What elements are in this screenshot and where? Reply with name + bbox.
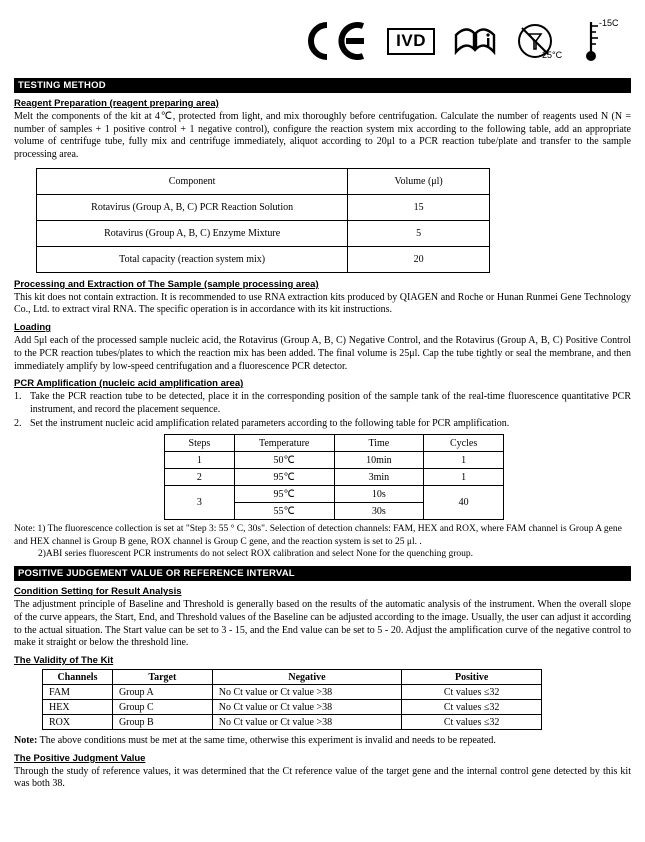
step-number: 1.: [14, 391, 22, 403]
note2-text: 2)ABI series fluorescent PCR instruments do not select ROX calibration and select None for the quenching group.: [38, 548, 474, 559]
subheading-validity-of-kit: The Validity of The Kit: [14, 655, 114, 667]
th-component: Component: [37, 168, 348, 194]
table-row: [165, 469, 504, 486]
table-header-row: [37, 168, 490, 194]
cell-cycles: 1: [424, 469, 504, 486]
table-row: [37, 246, 490, 272]
note1-label: Note: 1): [14, 524, 46, 535]
cell-negative: No Ct value or Ct value >38: [212, 715, 402, 730]
th-channels: Channels: [43, 670, 113, 685]
positive-judgment-value-text: Through the study of reference values, it was determined that the Ct reference value of the target gene and the internal control gene detected by this kit was both 38.: [14, 765, 631, 790]
cell-time: 10s: [334, 486, 424, 503]
step-text: Set the instrument nucleic acid amplification related parameters according to the following table for PCR amplification.: [30, 417, 510, 429]
subheading-pcr-amplification: PCR Amplification (nucleic acid amplification area): [14, 378, 244, 390]
condition-setting-text: The adjustment principle of Baseline and Threshold is generally based on the results of the automatic analysis of the instrument. When the overall slope of the curve appears, the Start, End, and Threshold values of the Baseline can be adjusted according to the image. Usually, the user can adjust it according to the actual situation. The Start value can be set to 3 - 15, and the End value can be set to 5 - 20. Adjust the amplification curve of the negative control to make it straight or below the threshold line.: [14, 599, 631, 649]
cell-channel: HEX: [43, 700, 113, 715]
th-time: Time: [334, 435, 424, 452]
storage-temperature-icon: [539, 18, 619, 64]
cell-step: 2: [165, 469, 235, 486]
cell-positive: Ct values ≤32: [402, 715, 542, 730]
temp-high-label: -15C: [599, 18, 619, 28]
table-row: [43, 700, 542, 715]
cell-time: 3min: [334, 469, 424, 486]
cell-cycles: 40: [424, 486, 504, 520]
table-row: [165, 486, 504, 503]
th-steps: Steps: [165, 435, 235, 452]
subheading-reagent-preparation: Reagent Preparation (reagent preparing area): [14, 98, 219, 109]
cell-volume: 20: [348, 246, 490, 272]
step-number: 2.: [14, 417, 22, 429]
cell-cycles: 1: [424, 452, 504, 469]
th-negative: Negative: [212, 670, 402, 685]
th-cycles: Cycles: [424, 435, 504, 452]
cell-channel: FAM: [43, 685, 113, 700]
consult-instructions-icon: [453, 24, 497, 58]
symbol-row: [14, 10, 631, 72]
cell-positive: Ct values ≤32: [402, 700, 542, 715]
ivd-icon: [387, 28, 435, 55]
cell-target: Group A: [112, 685, 212, 700]
cell-target: Group B: [112, 715, 212, 730]
th-volume: Volume (μl): [348, 168, 490, 194]
step-text: Take the PCR reaction tube to be detected, place it in the corresponding position of the sample tank of the real-time fluorescence quantitative PCR instrument, and record the placement sequence.: [30, 391, 631, 415]
cell-component: Rotavirus (Group A, B, C) PCR Reaction Solution: [37, 194, 348, 220]
subheading-positive-judgment-value: The Positive Judgment Value: [14, 752, 146, 764]
list-item: [14, 391, 631, 416]
cell-step: 3: [165, 486, 235, 520]
cell-temperature: 95℃: [234, 486, 334, 503]
subheading-loading: Loading: [14, 322, 51, 334]
validity-note-text: The above conditions must be met at the same time, otherwise this experiment is invalid and needs to be repeated.: [37, 735, 496, 747]
table-row: [43, 715, 542, 730]
cell-negative: No Ct value or Ct value >38: [212, 685, 402, 700]
pcr-program-table: [164, 434, 504, 520]
section-heading-positive-judgement: POSITIVE JUDGEMENT VALUE OR REFERENCE INTERVAL: [14, 566, 631, 581]
cell-positive: Ct values ≤32: [402, 685, 542, 700]
table-row: [43, 685, 542, 700]
cell-temperature: 50℃: [234, 452, 334, 469]
cell-step: 1: [165, 452, 235, 469]
subheading-processing-extraction: Processing and Extraction of The Sample (sample processing area): [14, 278, 319, 290]
table-row: [165, 452, 504, 469]
temp-low-label: -25°C: [539, 50, 563, 60]
cell-negative: No Ct value or Ct value >38: [212, 700, 402, 715]
section-heading-testing-method: TESTING METHOD: [14, 78, 631, 93]
reagent-preparation-text: Melt the components of the kit at 4℃, protected from light, and mix thoroughly before centrifugation. Calculate the number of reagents used N (N = number of samples + 1 positive control + 1 negative control), configure the reaction system mix according to the following table, add an appropriate volume of centrifuge tube, fully mix and centrifuge immediately, aliquot according to 20μl to a PCR reaction tube/plate and transfer to the sample processing area.: [14, 111, 631, 161]
note1-text: The fluorescence collection is set at "Step 3: 55 ° C, 30s". Selection of detection channels: FAM, HEX and ROX, where FAM channel is Group A gene and HEX channel is Group B gene, ROX channel is Group C gene, and the reaction system is set to 25 μl. .: [14, 524, 622, 547]
cell-volume: 15: [348, 194, 490, 220]
th-temperature: Temperature: [234, 435, 334, 452]
ivd-label: IVD: [387, 28, 435, 55]
table-header-row: [165, 435, 504, 452]
table-header-row: [43, 670, 542, 685]
cell-volume: 5: [348, 220, 490, 246]
th-target: Target: [112, 670, 212, 685]
cell-temperature: 55℃: [234, 503, 334, 520]
cell-component: Rotavirus (Group A, B, C) Enzyme Mixture: [37, 220, 348, 246]
cell-target: Group C: [112, 700, 212, 715]
table-row: [37, 220, 490, 246]
validity-note: [14, 735, 631, 748]
processing-extraction-text: This kit does not contain extraction. It is recommended to use RNA extraction kits produced by QIAGEN and Roche or Hunan Runmei Gene Technology Co., Ltd. to extract viral RNA. The specific operation is in accordance with its kit instructions.: [14, 291, 631, 316]
th-positive: Positive: [402, 670, 542, 685]
cell-time: 30s: [334, 503, 424, 520]
reagent-table: [36, 168, 490, 273]
cell-temperature: 95℃: [234, 469, 334, 486]
table-row: [37, 194, 490, 220]
subheading-condition-setting: Condition Setting for Result Analysis: [14, 586, 182, 598]
cell-channel: ROX: [43, 715, 113, 730]
ce-mark-icon: [297, 21, 369, 61]
validity-table: [42, 669, 542, 730]
list-item: [14, 418, 631, 431]
amplification-steps-list: [14, 391, 631, 430]
cell-time: 10min: [334, 452, 424, 469]
validity-note-label: Note:: [14, 735, 38, 747]
loading-text: Add 5μl each of the processed sample nucleic acid, the Rotavirus (Group A, B, C) Negative Control, and the Rotavirus (Group A, B, C) Positive Control to the PCR reaction tubes/plates to which the reaction mix has been added. The final volume is 25μl. Cap the tube tightly or seal the membrane, and then immediately amplify by low-speed centrifugation and a fluorescence PCR detector.: [14, 335, 631, 372]
amplification-note: [14, 523, 631, 560]
cell-component: Total capacity (reaction system mix): [37, 246, 348, 272]
